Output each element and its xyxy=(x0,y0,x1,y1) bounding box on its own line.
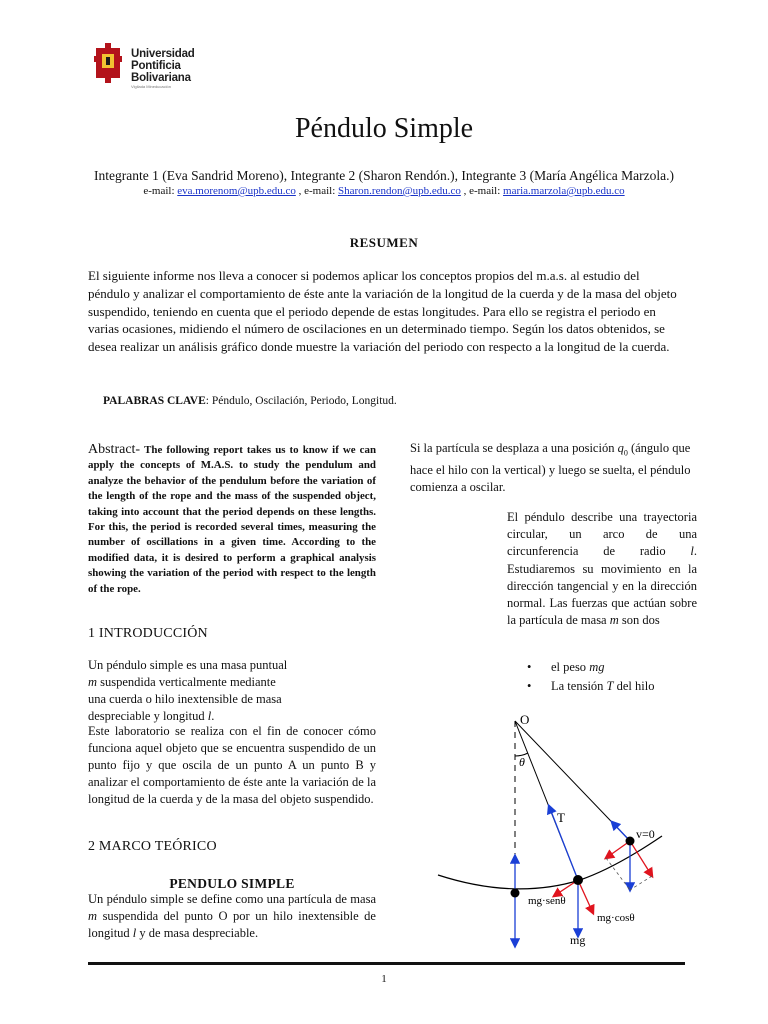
right-paragraph-2: El péndulo describe una trayectoria circular, un arco de una circunferencia de radio l. Estudiaremos su movimiento en la dirección tangencial y en la dirección normal. Las fuerzas que actúan sobre la partícula de masa m son dos xyxy=(507,510,697,628)
label-v0: v=0 xyxy=(636,827,655,841)
logo-emblem-icon xyxy=(94,43,122,83)
email-link-2[interactable]: Sharon.rendon@upb.edu.co xyxy=(338,185,461,197)
list-item: • el peso mg xyxy=(527,660,605,674)
abstract-heading: Abstract- xyxy=(88,442,141,457)
extreme-dashed-2 xyxy=(630,876,652,890)
mg-cos-vector xyxy=(578,880,593,913)
extreme-red-vector-2 xyxy=(630,841,652,876)
abstract xyxy=(88,442,376,597)
keywords: PALABRAS CLAVE: Péndulo, Oscilación, Periodo, Longitud. xyxy=(103,395,397,407)
list-item: • La tensión T del hilo xyxy=(527,679,655,693)
page-number: 1 xyxy=(381,973,387,985)
logo-text: Universidad Pontificia Bolivariana xyxy=(131,48,195,84)
keywords-text: Péndulo, Oscilación, Periodo, Longitud. xyxy=(208,395,397,407)
logo-tagline: Vigilada Mineducación xyxy=(131,84,171,89)
resumen-heading: RESUMEN xyxy=(349,235,419,250)
equilibrium-mass xyxy=(511,889,520,898)
authors-line: Integrante 1 (Eva Sandrid Moreno), Integrante 2 (Sharon Rendón.), Integrante 3 (María Angélica Marzola.) xyxy=(94,168,674,183)
pendulo-simple-subheading: PENDULO SIMPLE xyxy=(169,876,295,891)
intro-paragraph-2: Este laboratorio se realiza con el fin de conocer cómo funciona aquel objeto que se encuentra suspendido de un punto fijo y que oscila de un punto A un punto B y analizar el comportamiento de éste ante la variación de la longitud de la cuerda y de la masa del objeto suspendido. xyxy=(88,724,376,806)
forces-list xyxy=(527,658,654,696)
resumen-text: El siguiente informe nos lleva a conocer si podemos aplicar los conceptos propios del m.a.s. al estudio del péndulo y analizar el comportamiento de éste ante la variación de la longitud de la cuerda y de la masa del objeto suspendido, teniendo en cuenta que el periodo depende de estas longitudes. Para ello se registra el periodo en varias ocasiones, midiendo el número de oscilaciones en un determinado tiempo. Según los datos obtenidos, se desea realizar un análisis gráfico donde muestre la variación del periodo con respecto a la longitud de la cuerda. xyxy=(88,268,677,355)
footer-rule xyxy=(88,962,685,965)
label-mg: mg xyxy=(570,933,586,947)
label-mgsen: mg·senθ xyxy=(528,895,566,907)
label-T: T xyxy=(557,810,565,825)
label-O: O xyxy=(520,712,530,727)
page-title: Péndulo Simple xyxy=(294,113,474,144)
emails-line: e-mail: eva.morenom@upb.edu.co , e-mail: Sharon.rendon@upb.edu.co , e-mail: maria.marzola@upb.edu.co xyxy=(143,185,625,197)
keywords-label: PALABRAS CLAVE xyxy=(103,395,206,407)
marco-paragraph: Un péndulo simple se define como una partícula de masa m suspendida del punto O por un hilo inextensible de longitud l y de masa despreciable. xyxy=(88,892,376,940)
pendulum-mass xyxy=(573,875,583,885)
extreme-mass xyxy=(626,837,635,846)
email-link-3[interactable]: maria.marzola@upb.edu.co xyxy=(503,185,625,197)
intro-heading: 1 INTRODUCCIÓN xyxy=(88,626,208,641)
abstract-text: The following report takes us to know if we can apply the concepts of M.A.S. to study the pendulum and analyze the behavior of the pendulum before the variation of the length of the rope and the mass of the suspended object, taking into account that the period depends on these lengths. For this, the period is recorded several times, measuring the number of oscillations in a given time. According to the modified data, it is desired to perform a graphical analysis showing the variation of the period with respect to the length of the rope. xyxy=(88,444,376,595)
intro-paragraph-1: Un péndulo simple es una masa puntual m suspendida verticalmente mediante una cuerda o hilo inextensible de masa despreciable y longitud l. xyxy=(88,658,288,723)
marco-heading: 2 MARCO TEÓRICO xyxy=(88,839,217,854)
email-link-1[interactable]: eva.morenom@upb.edu.co xyxy=(177,185,296,197)
pendulum-diagram xyxy=(430,708,700,958)
right-paragraph-1: Si la partícula se desplaza a una posición $q_0$ (ángulo que hace el hilo con la vertical) y luego se suelta, el péndulo comienza a oscilar. xyxy=(410,441,691,494)
label-theta: θ xyxy=(519,755,525,769)
label-mgcos: mg·cosθ xyxy=(597,912,635,924)
